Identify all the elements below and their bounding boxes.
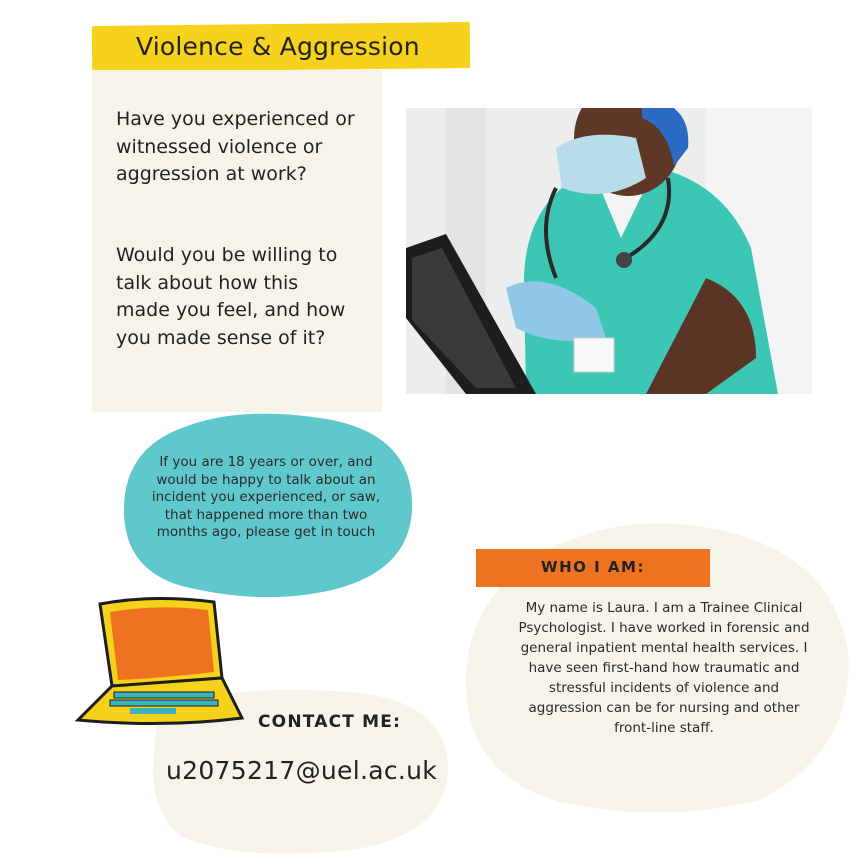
nurse-photo [406, 108, 812, 394]
eligibility-text: If you are 18 years or over, and would be happy to talk about an incident you experienced, or saw, that happened more than two months ago, please get in touch [151, 454, 381, 540]
nurse-photo-illustration [406, 108, 812, 394]
who-i-am-label: WHO I AM: [541, 558, 645, 576]
contact-email[interactable]: u2075217@uel.ac.uk [166, 756, 438, 785]
laptop-icon [74, 592, 244, 732]
page-title: Violence & Aggression [136, 32, 420, 61]
who-i-am-text: My name is Laura. I am a Trainee Clinical Psychologist. I have worked in forensic and general inpatient mental health services. I have seen first-hand how traumatic and stressful incidents of violence and aggression can be for nursing and other front-line staff. [518, 600, 810, 736]
contact-label: CONTACT ME: [258, 712, 402, 732]
intro-question-2: Would you be willing to talk about how this made you feel, and how you made sense of it? [116, 244, 346, 349]
intro-question-1: Have you experienced or witnessed violence or aggression at work? [116, 108, 355, 185]
